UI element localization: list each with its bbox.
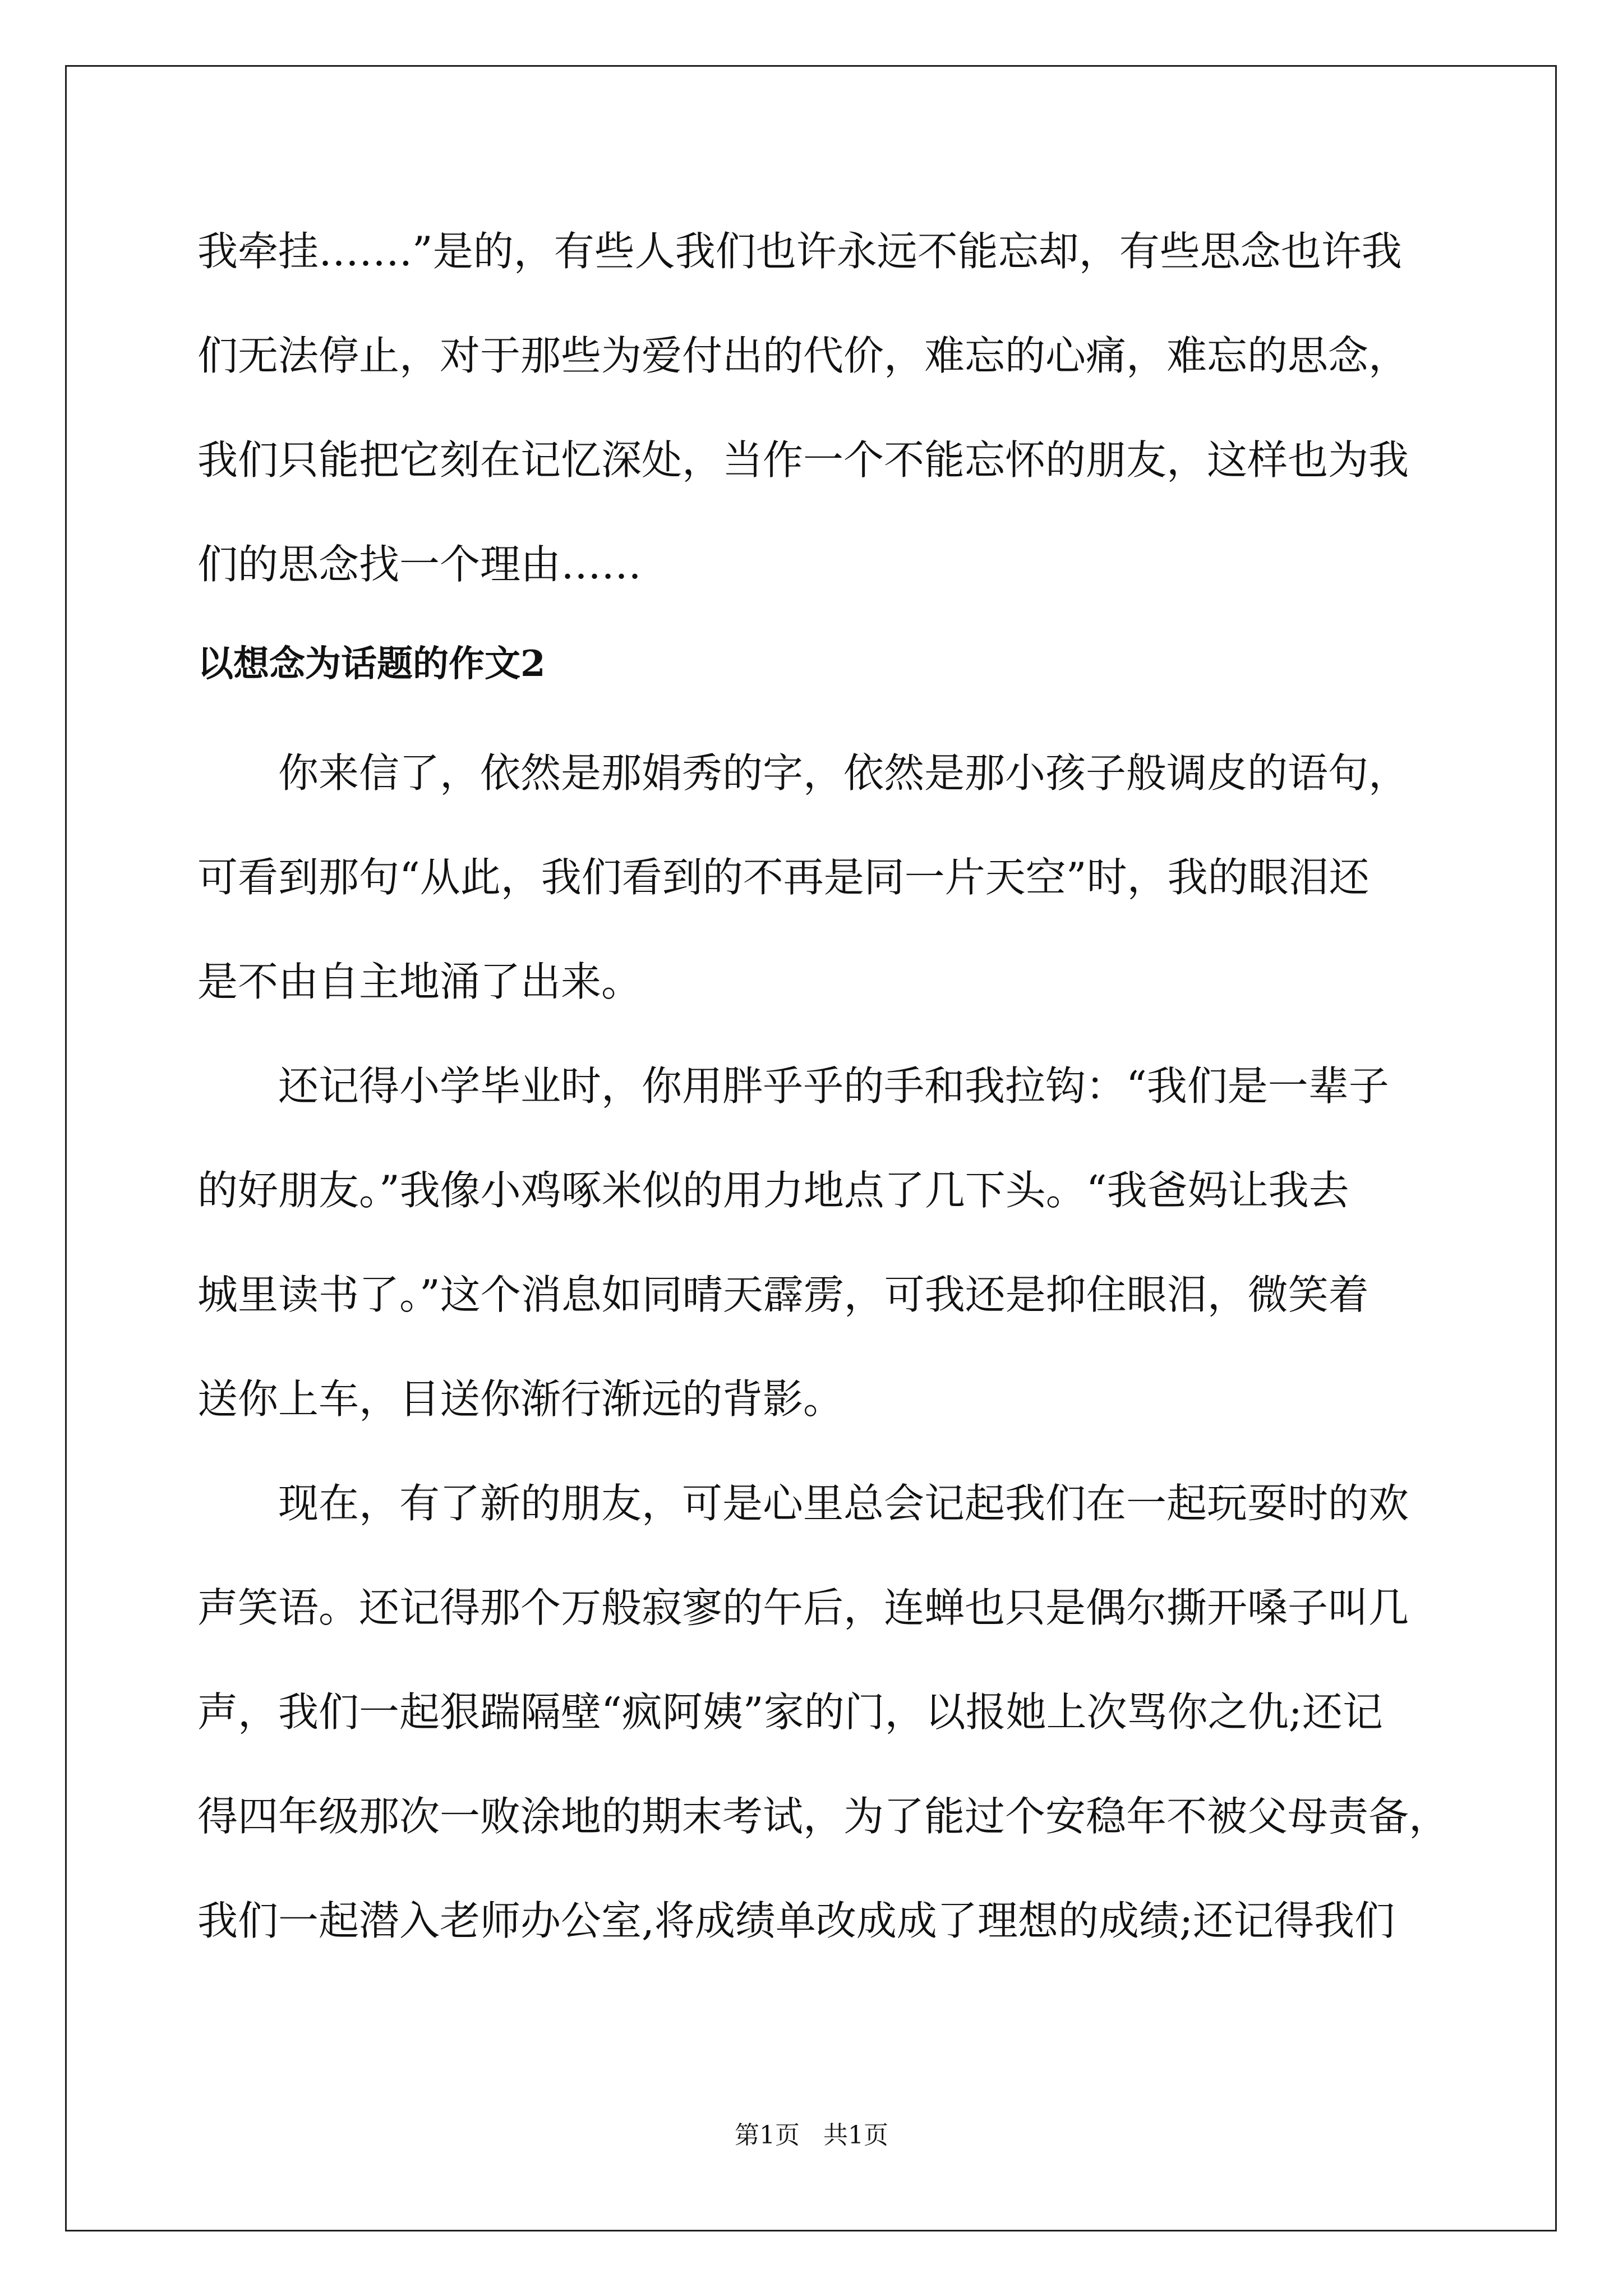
text-line: 你来信了，依然是那娟秀的字，依然是那小孩子般调皮的语句， — [278, 749, 1409, 797]
text-line: 我们一起潜入老师办公室,将成绩单改成成了理想的成绩;还记得我们 — [197, 1897, 1395, 1944]
text-line: 城里读书了。”这个消息如同晴天霹雳，可我还是抑住眼泪，微笑着 — [197, 1271, 1369, 1318]
text-line: 声笑语。还记得那个万般寂寥的午后，连蝉也只是偶尔撕开嗓子叫几 — [197, 1584, 1409, 1631]
text-line: 得四年级那次一败涂地的期末考试，为了能过个安稳年不被父母责备， — [197, 1793, 1450, 1840]
text-line: 我们只能把它刻在记忆深处，当作一个不能忘怀的朋友，这样也为我 — [197, 436, 1409, 484]
text-line: 们无法停止，对于那些为爱付出的代价，难忘的心痛，难忘的思念， — [197, 332, 1409, 379]
text-line: 我牵挂…….”是的，有些人我们也许永远不能忘却，有些思念也许我 — [197, 228, 1402, 275]
section-heading: 以想念为话题的作文2 — [197, 643, 546, 685]
page-total: 共1页 — [823, 2121, 888, 2150]
page-number: 第1页 — [735, 2121, 800, 2150]
text-line: 的好朋友。”我像小鸡啄米似的用力地点了几下头。“我爸妈让我去 — [197, 1167, 1349, 1214]
text-line: 是不由自主地涌了出来。 — [197, 958, 642, 1005]
text-line: 送你上车，目送你渐行渐远的背影。 — [197, 1375, 844, 1423]
text-line: 声，我们一起狠踹隔壁“疯阿姨”家的门，以报她上次骂你之仇;还记 — [197, 1688, 1383, 1736]
text-line: 还记得小学毕业时，你用胖乎乎的手和我拉钩：“我们是一辈子 — [278, 1062, 1389, 1110]
text-line: 可看到那句“从此，我们看到的不再是同一片天空”时，我的眼泪还 — [197, 854, 1370, 901]
text-line: 们的思念找一个理由…… — [197, 541, 642, 588]
text-line: 现在，有了新的朋友，可是心里总会记起我们在一起玩耍时的欢 — [278, 1480, 1409, 1527]
page-footer — [0, 2115, 1623, 2151]
